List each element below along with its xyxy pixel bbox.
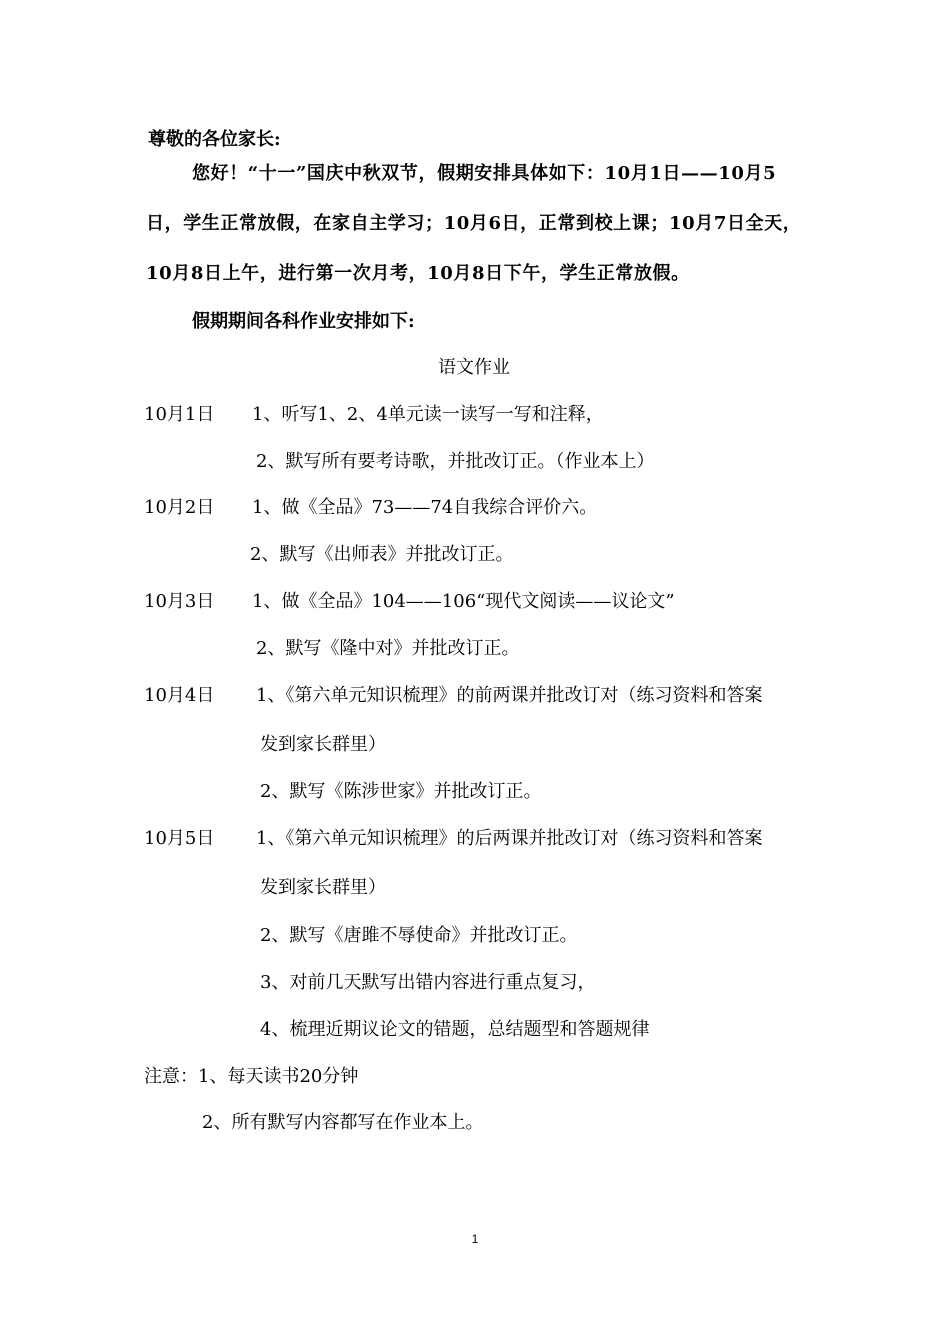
schedule-item: 3、对前几天默写出错内容进行重点复习， (260, 972, 596, 993)
schedule-item: 4、梳理近期议论文的错题，总结题型和答题规律 (260, 1019, 650, 1040)
salutation: 尊敬的各位家长: (148, 129, 281, 150)
schedule-date: 10月2日 (144, 497, 215, 518)
schedule-item: 1、《第六单元知识梳理》的前两课并批改订对（练习资料和答案 (256, 685, 763, 706)
page-number: 1 (471, 1232, 479, 1246)
homework-intro: 假期期间各科作业安排如下: (192, 311, 415, 332)
schedule-item: 2、默写《陈涉世家》并批改订正。 (260, 781, 542, 802)
schedule-item: 1、听写1、2、4单元读一读写一写和注释， (252, 404, 604, 425)
schedule-item: 2、默写《隆中对》并批改订正。 (256, 638, 520, 659)
note-line-2: 2、所有默写内容都写在作业本上。 (202, 1112, 484, 1133)
intro-paragraph-line-3: 10月8日上午，进行第一次月考，10月8日下午，学生正常放假。 (146, 263, 690, 284)
section-title: 语文作业 (438, 357, 510, 378)
schedule-date: 10月1日 (144, 404, 215, 425)
schedule-item: 2、默写所有要考诗歌，并批改订正。（作业本上） (256, 451, 655, 472)
schedule-date: 10月3日 (144, 591, 215, 612)
note-line-1: 注意：1、每天读书20分钟 (144, 1066, 359, 1087)
schedule-item: 2、默写《出师表》并批改订正。 (250, 544, 514, 565)
schedule-item: 2、默写《唐雎不辱使命》并批改订正。 (260, 925, 578, 946)
intro-paragraph-line-2: 日，学生正常放假，在家自主学习；10月6日，正常到校上课；10月7日全天， (146, 213, 802, 234)
schedule-date: 10月4日 (144, 685, 215, 706)
schedule-item: 发到家长群里） (260, 877, 386, 898)
schedule-date: 10月5日 (144, 828, 215, 849)
schedule-item: 发到家长群里） (260, 734, 386, 755)
schedule-item: 1、做《全品》104——106“现代文阅读——议论文” (252, 591, 675, 612)
intro-paragraph-line-1: 您好！“十一”国庆中秋双节，假期安排具体如下：10月1日——10月5 (192, 163, 777, 184)
schedule-item: 1、《第六单元知识梳理》的后两课并批改订对（练习资料和答案 (256, 828, 763, 849)
schedule-item: 1、做《全品》73——74自我综合评价六。 (252, 497, 598, 518)
